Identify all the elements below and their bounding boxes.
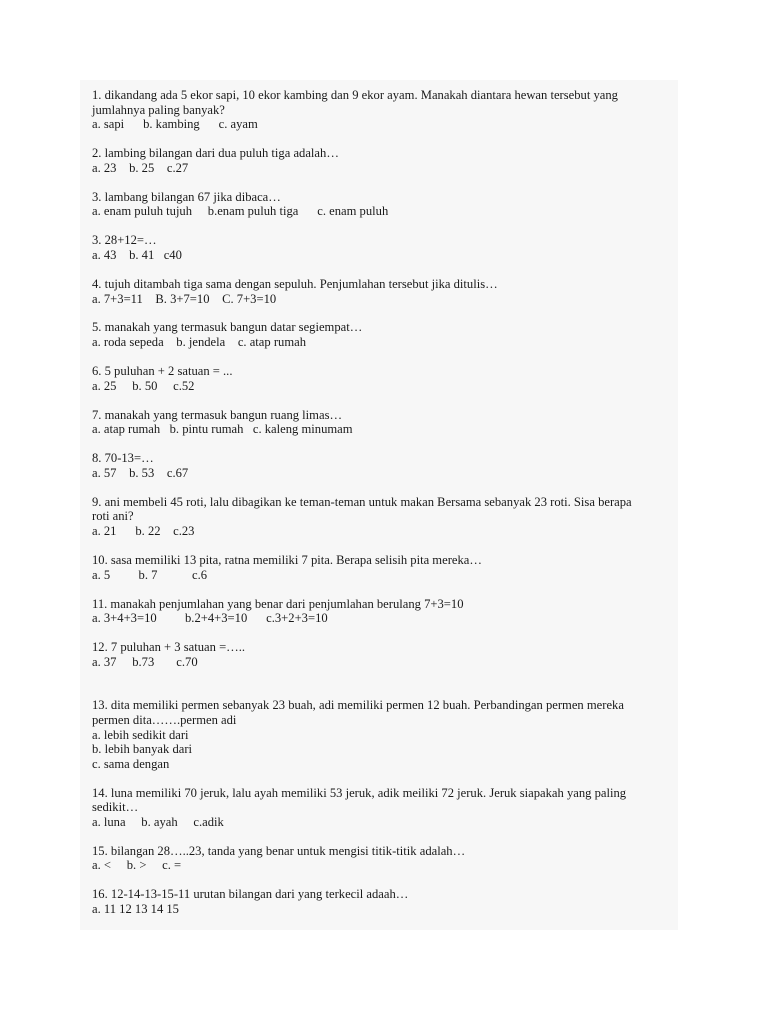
question-14 [92,786,682,830]
question-12 [92,640,682,669]
question-text: 3. lambang bilangan 67 jika dibaca… [92,189,281,204]
answer-options: a. 21 b. 22 c.23 [92,523,195,538]
question-3 [92,190,682,219]
answer-options: a. sapi b. kambing c. ayam [92,117,258,132]
answer-option-c: c. sama dengan [92,756,170,771]
question-text: 4. tujuh ditambah tiga sama dengan sepuluh. Penjumlahan tersebut jika ditulis… [92,276,498,291]
question-9 [92,495,682,539]
question-text: 7. manakah yang termasuk bangun ruang limas… [92,407,343,422]
question-11 [92,597,682,626]
question-16 [92,887,682,916]
answer-options: a. atap rumah b. pintu rumah c. kaleng minumam [92,422,353,437]
question-6 [92,364,682,393]
question-text: 10. sasa memiliki 13 pita, ratna memiliki 7 pita. Berapa selisih pita mereka… [92,552,482,567]
question-list [92,88,682,931]
question-text: 12. 7 puluhan + 3 satuan =….. [92,640,246,655]
question-3b [92,233,682,262]
question-7 [92,408,682,437]
question-2 [92,146,682,175]
question-13 [92,698,682,771]
answer-options: a. 7+3=11 B. 3+7=10 C. 7+3=10 [92,291,277,306]
question-text: 6. 5 puluhan + 2 satuan = ... [92,364,233,379]
question-15 [92,844,682,873]
question-8 [92,451,682,480]
question-text: 1. dikandang ada 5 ekor sapi, 10 ekor kambing dan 9 ekor ayam. Manakah diantara hewan tersebut yang jumlahnya paling banyak? [92,88,618,117]
answer-options: a. 3+4+3=10 b.2+4+3=10 c.3+2+3=10 [92,611,328,626]
question-text: 11. manakah penjumlahan yang benar dari penjumlahan berulang 7+3=10 [92,596,464,611]
question-text: 13. dita memiliki permen sebanyak 23 buah, adi memiliki permen 12 buah. Perbandingan permen mereka permen dita…….permen adi [92,698,624,727]
answer-options: a. 25 b. 50 c.52 [92,378,195,393]
answer-options: a. < b. > c. = [92,858,182,873]
question-text: 16. 12-14-13-15-11 urutan bilangan dari yang terkecil adaah… [92,887,409,902]
answer-options: a. 57 b. 53 c.67 [92,465,189,480]
answer-options: a. roda sepeda b. jendela c. atap rumah [92,335,307,350]
answer-options: a. 23 b. 25 c.27 [92,160,189,175]
question-text: 3. 28+12=… [92,233,157,248]
question-5 [92,320,682,349]
question-text: 5. manakah yang termasuk bangun datar segiempat… [92,320,363,335]
answer-options: a. enam puluh tujuh b.enam puluh tiga c. enam puluh [92,204,389,219]
answer-options: a. 37 b.73 c.70 [92,654,198,669]
answer-option-a: a. lebih sedikit dari [92,727,189,742]
answer-option-b: b. lebih banyak dari [92,742,193,757]
answer-options: a. 5 b. 7 c.6 [92,567,208,582]
question-1 [92,88,682,132]
question-text: 14. luna memiliki 70 jeruk, lalu ayah memiliki 53 jeruk, adik meiliki 72 jeruk. Jeruk siapakah yang paling sedikit… [92,785,627,815]
question-text: 2. lambing bilangan dari dua puluh tiga adalah… [92,146,339,161]
question-4 [92,277,682,306]
answer-options: a. 43 b. 41 c40 [92,247,182,262]
answer-options: a. luna b. ayah c.adik [92,814,224,829]
question-10 [92,553,682,582]
question-text: 9. ani membeli 45 roti, lalu dibagikan ke teman-teman untuk makan Bersama sebanyak 23 roti. Sisa berapa roti ani? [92,494,632,524]
question-text: 15. bilangan 28…..23, tanda yang benar untuk mengisi titik-titik adalah… [92,843,466,858]
question-text: 8. 70-13=… [92,451,154,466]
answer-options: a. 11 12 13 14 15 [92,902,179,917]
